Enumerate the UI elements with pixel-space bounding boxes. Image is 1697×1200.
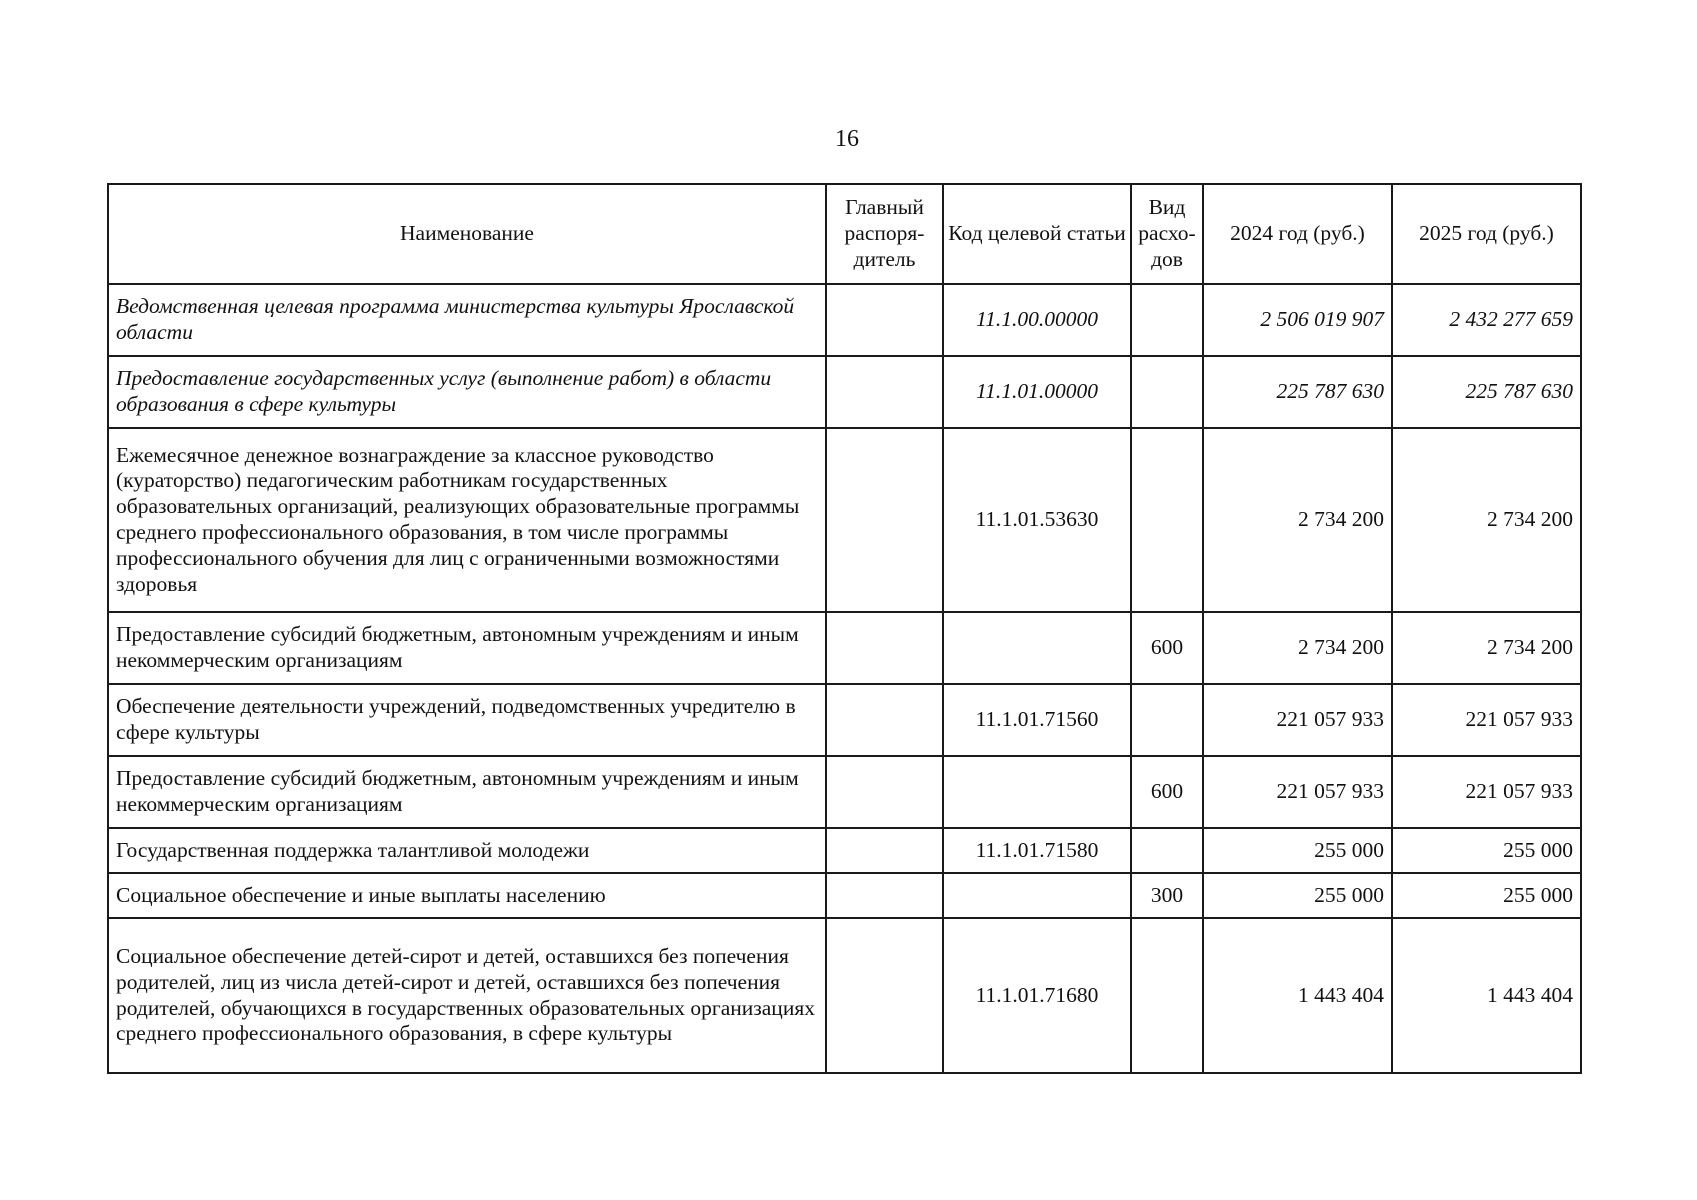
cell-code: 11.1.01.71680 <box>943 918 1131 1073</box>
cell-2024: 255 000 <box>1203 828 1392 873</box>
table-row <box>108 756 1581 828</box>
header-name: Наименование <box>108 184 826 284</box>
cell-name: Предоставление субсидий бюджетным, автономным учреждениям и иным некоммерческим организациям <box>108 612 826 684</box>
cell-kind: 600 <box>1131 612 1203 684</box>
table-row <box>108 284 1581 356</box>
table-row <box>108 612 1581 684</box>
cell-manager <box>826 828 943 873</box>
header-code: Код целевой статьи <box>943 184 1131 284</box>
cell-manager <box>826 284 943 356</box>
cell-kind: 300 <box>1131 873 1203 918</box>
cell-manager <box>826 684 943 756</box>
cell-2025: 2 734 200 <box>1392 428 1581 612</box>
cell-name: Обеспечение деятельности учреждений, подведомственных учредителю в сфере культуры <box>108 684 826 756</box>
cell-code: 11.1.01.71580 <box>943 828 1131 873</box>
cell-2024: 221 057 933 <box>1203 756 1392 828</box>
cell-2025: 255 000 <box>1392 828 1581 873</box>
cell-2024: 2 506 019 907 <box>1203 284 1392 356</box>
cell-kind <box>1131 284 1203 356</box>
cell-2025: 225 787 630 <box>1392 356 1581 428</box>
table-row <box>108 684 1581 756</box>
cell-name: Социальное обеспечение детей-сирот и детей, оставшихся без попечения родителей, лиц из числа детей-сирот и детей, оставшихся без попечения родителей, обучающихся в государственных образовательных организациях среднего профессионального образования, в сфере культуры <box>108 918 826 1073</box>
header-kind: Вид расхо-дов <box>1131 184 1203 284</box>
cell-code <box>943 612 1131 684</box>
cell-manager <box>826 428 943 612</box>
cell-2024: 2 734 200 <box>1203 428 1392 612</box>
cell-code: 11.1.01.71560 <box>943 684 1131 756</box>
cell-2024: 225 787 630 <box>1203 356 1392 428</box>
cell-code: 11.1.01.53630 <box>943 428 1131 612</box>
page-number-text: 16 <box>835 126 859 152</box>
cell-kind <box>1131 918 1203 1073</box>
cell-name: Ведомственная целевая программа министерства культуры Ярославской области <box>108 284 826 356</box>
cell-code: 11.1.01.00000 <box>943 356 1131 428</box>
cell-manager <box>826 756 943 828</box>
header-2025: 2025 год (руб.) <box>1392 184 1581 284</box>
cell-code <box>943 873 1131 918</box>
table-body <box>108 284 1581 1073</box>
header-manager: Главный распоря-дитель <box>826 184 943 284</box>
cell-kind: 600 <box>1131 756 1203 828</box>
cell-manager <box>826 918 943 1073</box>
table-row <box>108 356 1581 428</box>
cell-2024: 1 443 404 <box>1203 918 1392 1073</box>
cell-2025: 221 057 933 <box>1392 684 1581 756</box>
cell-2025: 1 443 404 <box>1392 918 1581 1073</box>
table-row <box>108 828 1581 873</box>
cell-name: Ежемесячное денежное вознаграждение за классное руководство (кураторство) педагогическим работникам государственных образовательных организаций, реализующих образовательные программы среднего профессионального образования, в том числе программы профессионального обучения для лиц с ограниченными возможностями здоровья <box>108 428 826 612</box>
cell-name: Предоставление субсидий бюджетным, автономным учреждениям и иным некоммерческим организациям <box>108 756 826 828</box>
cell-kind <box>1131 428 1203 612</box>
cell-manager <box>826 356 943 428</box>
cell-kind <box>1131 356 1203 428</box>
cell-2024: 221 057 933 <box>1203 684 1392 756</box>
cell-code <box>943 756 1131 828</box>
cell-2025: 2 734 200 <box>1392 612 1581 684</box>
table-row <box>108 873 1581 918</box>
cell-kind <box>1131 684 1203 756</box>
cell-code: 11.1.00.00000 <box>943 284 1131 356</box>
cell-2024: 255 000 <box>1203 873 1392 918</box>
cell-kind <box>1131 828 1203 873</box>
cell-name: Предоставление государственных услуг (выполнение работ) в области образования в сфере культуры <box>108 356 826 428</box>
cell-name: Государственная поддержка талантливой молодежи <box>108 828 826 873</box>
cell-2025: 221 057 933 <box>1392 756 1581 828</box>
table-header-row <box>108 184 1581 284</box>
table-row <box>108 918 1581 1073</box>
table-row <box>108 428 1581 612</box>
cell-manager <box>826 873 943 918</box>
cell-2025: 2 432 277 659 <box>1392 284 1581 356</box>
cell-2024: 2 734 200 <box>1203 612 1392 684</box>
budget-table <box>107 183 1582 1074</box>
cell-2025: 255 000 <box>1392 873 1581 918</box>
cell-name: Социальное обеспечение и иные выплаты населению <box>108 873 826 918</box>
cell-manager <box>826 612 943 684</box>
header-2024: 2024 год (руб.) <box>1203 184 1392 284</box>
